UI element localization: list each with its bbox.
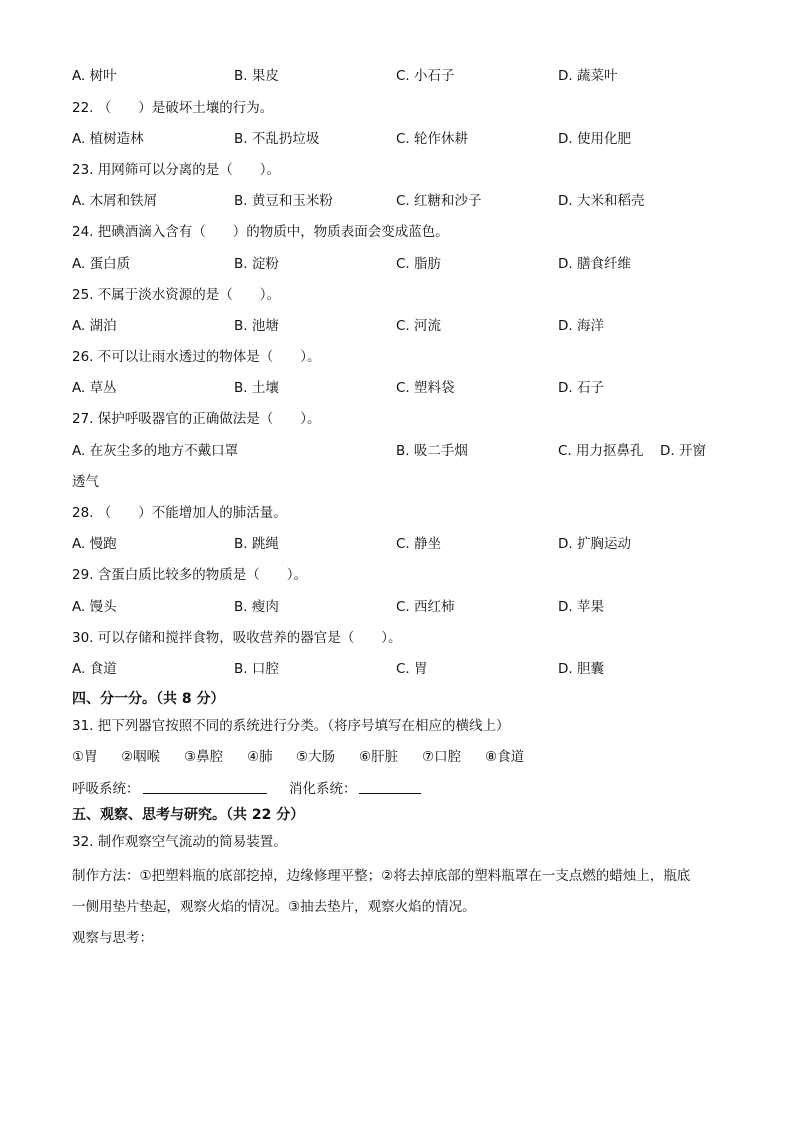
q21-option-a: A. 树叶 <box>72 68 117 84</box>
q26-stem: 26. 不可以让雨水透过的物体是（ ）。 <box>72 349 321 365</box>
q29-option-a: A. 馒头 <box>72 599 117 615</box>
q31-item-5: ⑤大肠 <box>296 749 336 765</box>
q31-item-4: ④肺 <box>247 749 273 765</box>
q28-option-c: C. 静坐 <box>396 536 442 552</box>
q31-item-6: ⑥肝脏 <box>359 749 399 765</box>
q25-option-d: D. 海洋 <box>558 318 604 334</box>
q24-option-a: A. 蛋白质 <box>72 256 131 272</box>
q28-option-a: A. 慢跑 <box>72 536 117 552</box>
q32-stem: 32. 制作观察空气流动的简易装置。 <box>72 834 287 850</box>
q28-option-b: B. 跳绳 <box>234 536 279 552</box>
q26-option-c: C. 塑料袋 <box>396 380 455 396</box>
q31-digestive-label: 消化系统： <box>289 781 357 797</box>
q31-item-2: ②咽喉 <box>121 749 161 765</box>
q23-option-b: B. 黄豆和玉米粉 <box>234 193 333 209</box>
q27-option-a: A. 在灰尘多的地方不戴口罩 <box>72 443 239 459</box>
q25-option-a: A. 湖泊 <box>72 318 117 334</box>
q22-stem: 22. （ ）是破坏土壤的行为。 <box>72 100 274 116</box>
section-5-heading: 五、观察、思考与研究。（共 22 分） <box>72 807 305 823</box>
q31-stem: 31. 把下列器官按照不同的系统进行分类。（将序号填写在相应的横线上） <box>72 718 510 734</box>
section-4-heading: 四、分一分。（共 8 分） <box>72 691 225 707</box>
q26-option-b: B. 土壤 <box>234 380 279 396</box>
q30-option-a: A. 食道 <box>72 661 117 677</box>
q29-option-b: B. 瘦肉 <box>234 599 279 615</box>
q24-option-c: C. 脂肪 <box>396 256 442 272</box>
q31-item-1: ①胃 <box>72 749 98 765</box>
q28-stem: 28. （ ）不能增加人的肺活量。 <box>72 505 287 521</box>
q21-option-d: D. 蔬菜叶 <box>558 68 618 84</box>
q29-option-d: D. 苹果 <box>558 599 604 615</box>
q25-option-b: B. 池塘 <box>234 318 279 334</box>
q26-option-d: D. 石子 <box>558 380 604 396</box>
q30-option-c: C. 胃 <box>396 661 428 677</box>
q32-observe-label: 观察与思考： <box>72 930 153 946</box>
q31-item-3: ③鼻腔 <box>184 749 224 765</box>
q27-option-b: B. 吸二手烟 <box>396 443 468 459</box>
q31-respiratory-label: 呼吸系统： <box>72 781 140 797</box>
q32-method-line-2: 一侧用垫片垫起，观察火焰的情况。③抽去垫片，观察火焰的情况。 <box>72 899 476 915</box>
q22-option-c: C. 轮作休耕 <box>396 131 469 147</box>
q21-option-b: B. 果皮 <box>234 68 279 84</box>
q23-stem: 23. 用网筛可以分离的是（ ）。 <box>72 162 281 178</box>
q29-stem: 29. 含蛋白质比较多的物质是（ ）。 <box>72 567 308 583</box>
q26-option-a: A. 草丛 <box>72 380 117 396</box>
q25-stem: 25. 不属于淡水资源的是（ ）。 <box>72 287 281 303</box>
q31-item-8: ⑧食道 <box>485 749 525 765</box>
q27-stem: 27. 保护呼吸器官的正确做法是（ ）。 <box>72 411 321 427</box>
q24-option-b: B. 淀粉 <box>234 256 279 272</box>
q30-stem: 30. 可以存储和搅拌食物，吸收营养的器官是（ ）。 <box>72 630 402 646</box>
q22-option-a: A. 植树造林 <box>72 131 144 147</box>
q22-option-d: D. 使用化肥 <box>558 131 631 147</box>
q30-option-d: D. 胆囊 <box>558 661 604 677</box>
q24-option-d: D. 膳食纤维 <box>558 256 631 272</box>
q23-option-a: A. 木屑和铁屑 <box>72 193 158 209</box>
q30-option-b: B. 口腔 <box>234 661 279 677</box>
q27-option-c: C. 用力抠鼻孔 <box>558 443 644 459</box>
q31-digestive-blank[interactable] <box>359 779 421 800</box>
q28-option-d: D. 扩胸运动 <box>558 536 631 552</box>
q25-option-c: C. 河流 <box>396 318 442 334</box>
q27-option-d-wrap: 透气 <box>72 474 99 490</box>
q23-option-c: C. 红糖和沙子 <box>396 193 482 209</box>
q29-option-c: C. 西红柿 <box>396 599 455 615</box>
q22-option-b: B. 不乱扔垃圾 <box>234 131 320 147</box>
q31-respiratory-blank[interactable] <box>143 779 267 800</box>
q27-option-d: D. 开窗 <box>660 443 706 459</box>
q24-stem: 24. 把碘酒滴入含有（ ）的物质中，物质表面会变成蓝色。 <box>72 224 449 240</box>
q21-option-c: C. 小石子 <box>396 68 455 84</box>
q31-item-7: ⑦口腔 <box>422 749 462 765</box>
q23-option-d: D. 大米和稻壳 <box>558 193 645 209</box>
q32-method-line-1: 制作方法：①把塑料瓶的底部挖掉，边缘修理平整；②将去掉底部的塑料瓶罩在一支点燃的蜡烛上，瓶底 <box>72 868 691 884</box>
